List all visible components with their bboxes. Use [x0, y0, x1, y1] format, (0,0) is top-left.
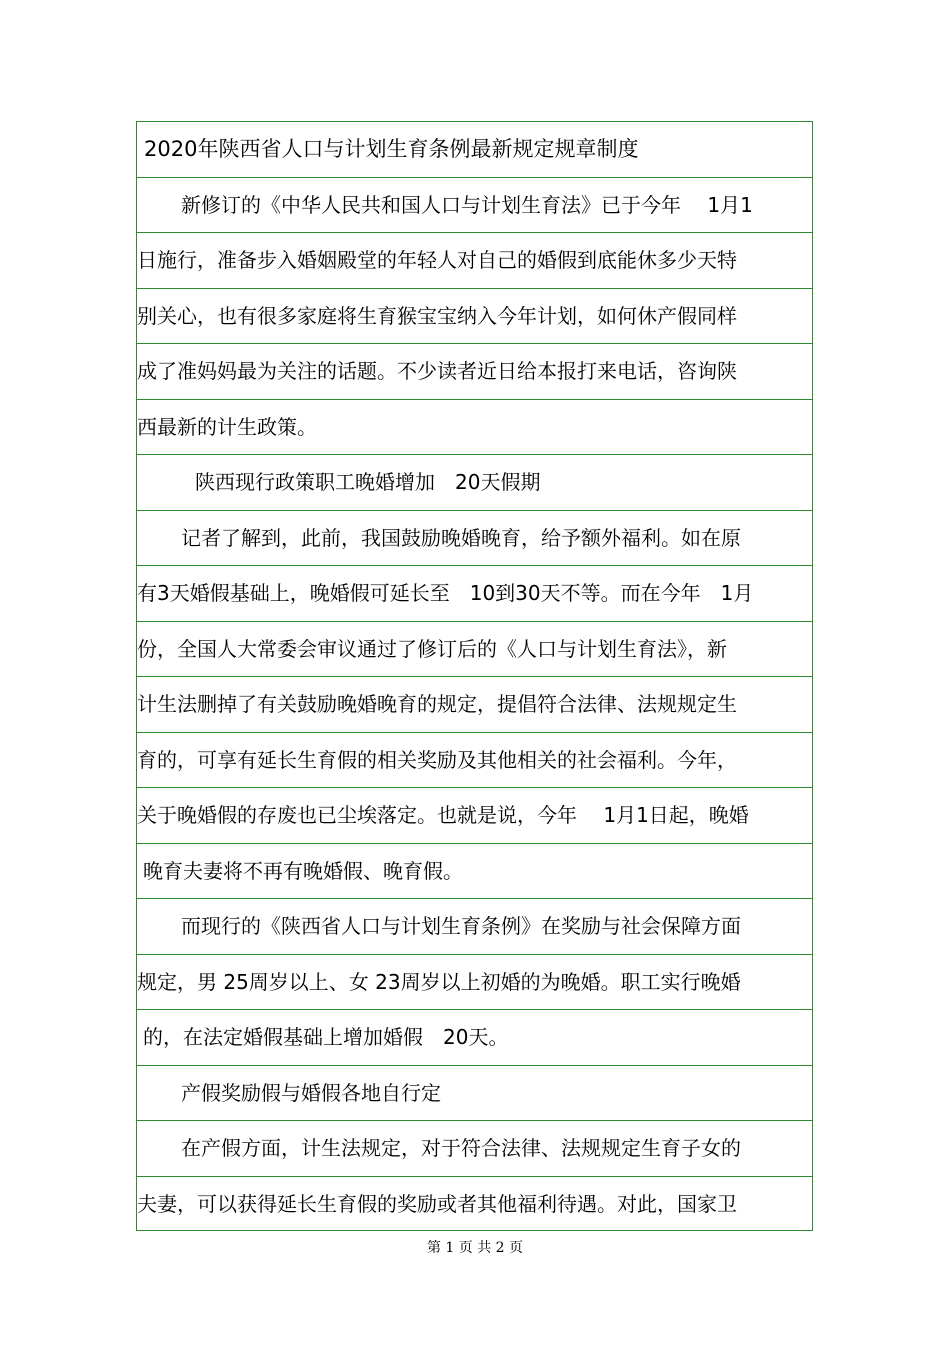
paragraph-text: 份，全国人大常委会审议通过了修订后的《人口与计划生育法》，新	[137, 636, 727, 661]
paragraph-text: 育的，可享有延长生育假的相关奖励及其他相关的社会福利。今年，	[137, 747, 737, 772]
text-line	[137, 844, 812, 900]
document-title-line	[137, 122, 812, 178]
text-line	[137, 233, 812, 289]
subheading-line	[137, 455, 812, 511]
text-line	[137, 400, 812, 456]
page-number-footer: 第 1 页 共 2 页	[426, 1240, 524, 1256]
paragraph-text: 成了准妈妈最为关注的话题。不少读者近日给本报打来电话，咨询陕	[137, 359, 737, 383]
text-line	[137, 289, 812, 345]
paragraph-text: 有3天婚假基础上，晚婚假可延长至 10到30天不等。而在今年 1月	[137, 581, 754, 605]
text-line	[137, 899, 812, 955]
paragraph-text: 关于晚婚假的存废也已尘埃落定。也就是说，今年 1月1日起，晚婚	[137, 803, 749, 827]
text-line	[137, 1121, 812, 1177]
text-line	[137, 733, 812, 789]
text-line	[137, 788, 812, 844]
section-subheading: 产假奖励假与婚假各地自行定	[181, 1080, 441, 1105]
text-line	[137, 1010, 812, 1066]
document-title: 2020年陕西省人口与计划生育条例最新规定规章制度	[144, 137, 639, 161]
paragraph-text: 在产假方面，计生法规定，对于符合法律、法规规定生育子女的	[181, 1136, 741, 1160]
paragraph-text: 而现行的《陕西省人口与计划生育条例》在奖励与社会保障方面	[181, 914, 741, 938]
paragraph-text: 新修订的《中华人民共和国人口与计划生育法》已于今年 1月1	[181, 192, 753, 217]
text-line	[137, 566, 812, 622]
paragraph-text: 计生法删掉了有关鼓励晚婚晚育的规定，提倡符合法律、法规规定生	[137, 692, 737, 716]
text-line	[137, 955, 812, 1011]
section-subheading: 陕西现行政策职工晚婚增加 20天假期	[195, 470, 541, 494]
text-line	[137, 344, 812, 400]
text-line	[137, 1177, 812, 1233]
paragraph-text: 的，在法定婚假基础上增加婚假 20天。	[143, 1025, 509, 1049]
subheading-line	[137, 1066, 812, 1122]
paragraph-text: 记者了解到，此前，我国鼓励晚婚晚育，给予额外福利。如在原	[181, 525, 741, 550]
document-body	[136, 121, 813, 1231]
paragraph-text: 别关心，也有很多家庭将生育猴宝宝纳入今年计划，如何休产假同样	[137, 303, 737, 328]
text-line	[137, 677, 812, 733]
text-line	[137, 622, 812, 678]
text-line	[137, 511, 812, 567]
paragraph-text: 西最新的计生政策。	[137, 414, 317, 439]
paragraph-text: 日施行，准备步入婚姻殿堂的年轻人对自己的婚假到底能休多少天特	[137, 248, 737, 272]
paragraph-text: 规定，男 25周岁以上、女 23周岁以上初婚的为晚婚。职工实行晚婚	[137, 969, 741, 994]
paragraph-text: 晚育夫妻将不再有晚婚假、晚育假。	[143, 858, 463, 883]
text-line	[137, 178, 812, 234]
paragraph-text: 夫妻，可以获得延长生育假的奖励或者其他福利待遇。对此，国家卫	[137, 1191, 737, 1216]
